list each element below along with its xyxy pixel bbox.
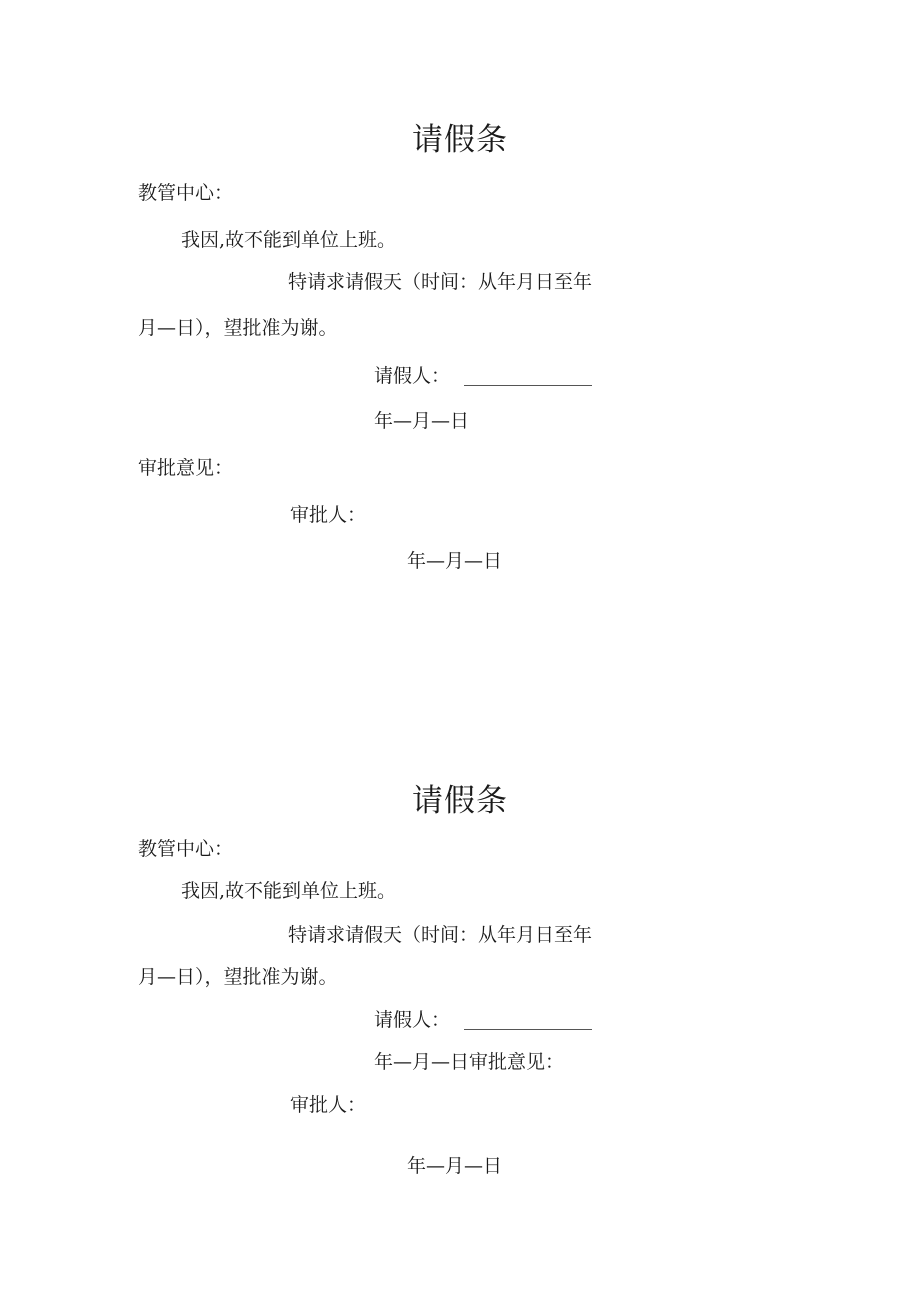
slip-2-closing-line: 月—日），望批准为谢。 [138,966,338,988]
slip-1-reason-line: 我因,故不能到单位上班。 [181,229,397,251]
slip-1-approval-label: 审批意见： [138,457,234,479]
slip-2-recipient: 教管中心： [138,838,234,860]
slip-1-recipient: 教管中心： [138,182,234,204]
slip-1-closing-line: 月—日），望批准为谢。 [138,317,338,339]
slip-2-date-and-approval: 年—月—日审批意见： [374,1051,565,1073]
slip-1-approver-date: 年—月—日 [407,550,503,572]
slip-2-request-line: 特请求请假天（时间：从年月日至年 [288,924,593,946]
slip-2-applicant-label: 请假人： [374,1009,451,1031]
slip-2-title: 请假条 [412,783,508,819]
slip-1-applicant-signature-line [464,384,592,386]
slip-2-reason-line: 我因,故不能到单位上班。 [181,880,397,902]
slip-1-request-line: 特请求请假天（时间：从年月日至年 [288,271,593,293]
slip-2-approver-date: 年—月—日 [407,1155,503,1177]
slip-2-approver-label: 审批人： [290,1094,367,1116]
slip-2-applicant-signature-line [464,1028,592,1030]
slip-2-applicant-row [374,1008,592,1032]
slip-1-title: 请假条 [412,122,508,158]
slip-1-applicant-label: 请假人： [374,365,451,387]
slip-1-applicant-row [374,364,592,388]
slip-1-applicant-date: 年—月—日 [374,410,470,432]
slip-1-approver-label: 审批人： [290,504,367,526]
